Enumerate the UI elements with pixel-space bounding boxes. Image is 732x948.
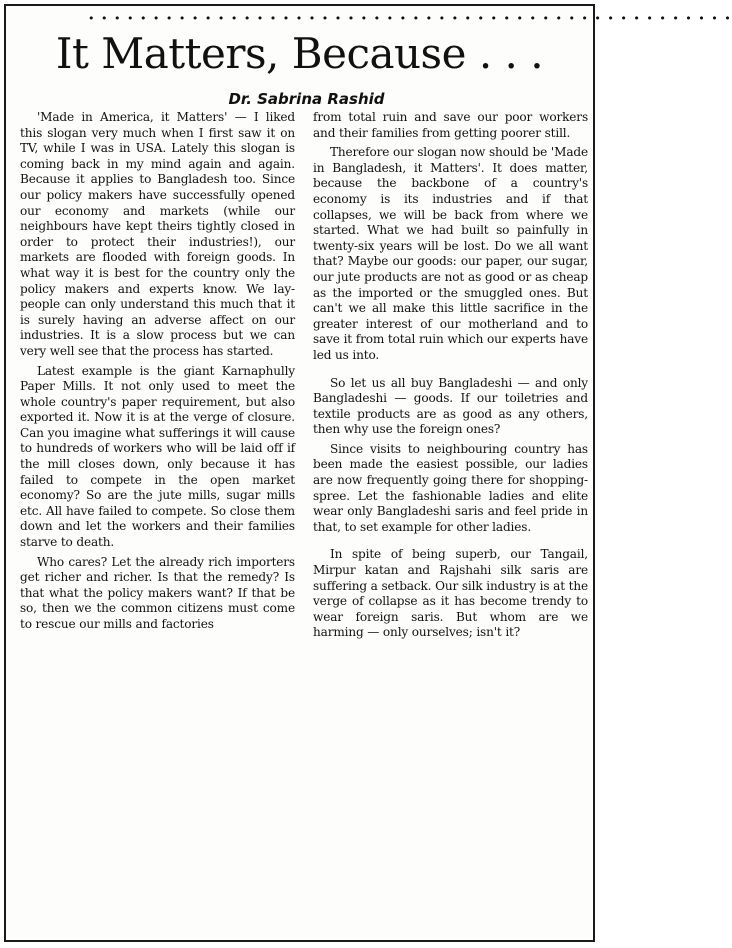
author-byline: Dr. Sabrina Rashid xyxy=(228,90,385,108)
article-title: It Matters, Because . . . xyxy=(55,29,544,78)
right-column xyxy=(313,110,588,645)
paragraph: Therefore our slogan now should be 'Made in Bangladesh, it Matters'. It does matter, because the backbone of a country's economy is its industries and if that collapses, we will be back from where we started. What we had built so painfully in twenty-six years will be lost. Do we all want that? Maybe our goods: our paper, our sugar, our jute products are not as good or as cheap as the imported or the smuggled ones. But can't we all make this little sacrifice in the greater interest of our motherland and to save it from total ruin which our experts have led us into. xyxy=(313,145,588,362)
dotted-rule: • • • • • • • • • • • • • • • • • • • • • • • • • • • • • • • • • • • • • • • • • • • • • • • • • • xyxy=(88,12,732,25)
left-column xyxy=(20,110,295,637)
article-frame xyxy=(4,4,732,942)
paragraph: So let us all buy Bangladeshi — and only Bangladeshi — goods. If our toiletries and textile products are as good as any others, then why use the foreign ones? xyxy=(313,375,588,437)
paragraph: In spite of being superb, our Tangail, Mirpur katan and Rajshahi silk saris are suffering a setback. Our silk industry is at the verge of collapse as it has become trendy to wear foreign saris. But whom are we harming — only ourselves; isn't it? xyxy=(313,547,588,640)
paragraph: 'Made in America, it Matters' — I liked this slogan very much when I first saw it on TV, while I was in USA. Lately this slogan is coming back in my mind again and again. Because it applies to Bangladesh too. Since our policy makers have successfully opened our economy and markets (while our neighbours have kept theirs tightly closed in order to protect their industries!), our markets are flooded with foreign goods. In what way it is best for the country only the policy makers and experts know. We lay-people can only understand this much that it is surely having an adverse affect on our industries. It is a slow process but we can very well see that the process has started. xyxy=(20,110,295,358)
paragraph: from total ruin and save our poor workers and their families from getting poorer still. xyxy=(313,110,588,140)
paragraph: Since visits to neighbouring country has been made the easiest possible, our ladies are now frequently going there for shopping-spree. Let the fashionable ladies and elite wear only Bangladeshi saris and feel pride in that, to set example for other ladies. xyxy=(313,441,588,534)
paragraph: Who cares? Let the already rich importers get richer and richer. Is that the remedy? Is that what the policy makers want? If that be so, then we the common citizens must come to rescue our mills and factories xyxy=(20,554,295,631)
paragraph: Latest example is the giant Karnaphully Paper Mills. It not only used to meet the whole country's paper requirement, but also exported it. Now it is at the verge of closure. Can you imagine what sufferings it will cause to hundreds of workers who will be laid off if the mill closes down, only because it has failed to compete in the open market economy? So are the jute mills, sugar mills etc. All have failed to compete. So close them down and let the workers and their families starve to death. xyxy=(20,363,295,550)
